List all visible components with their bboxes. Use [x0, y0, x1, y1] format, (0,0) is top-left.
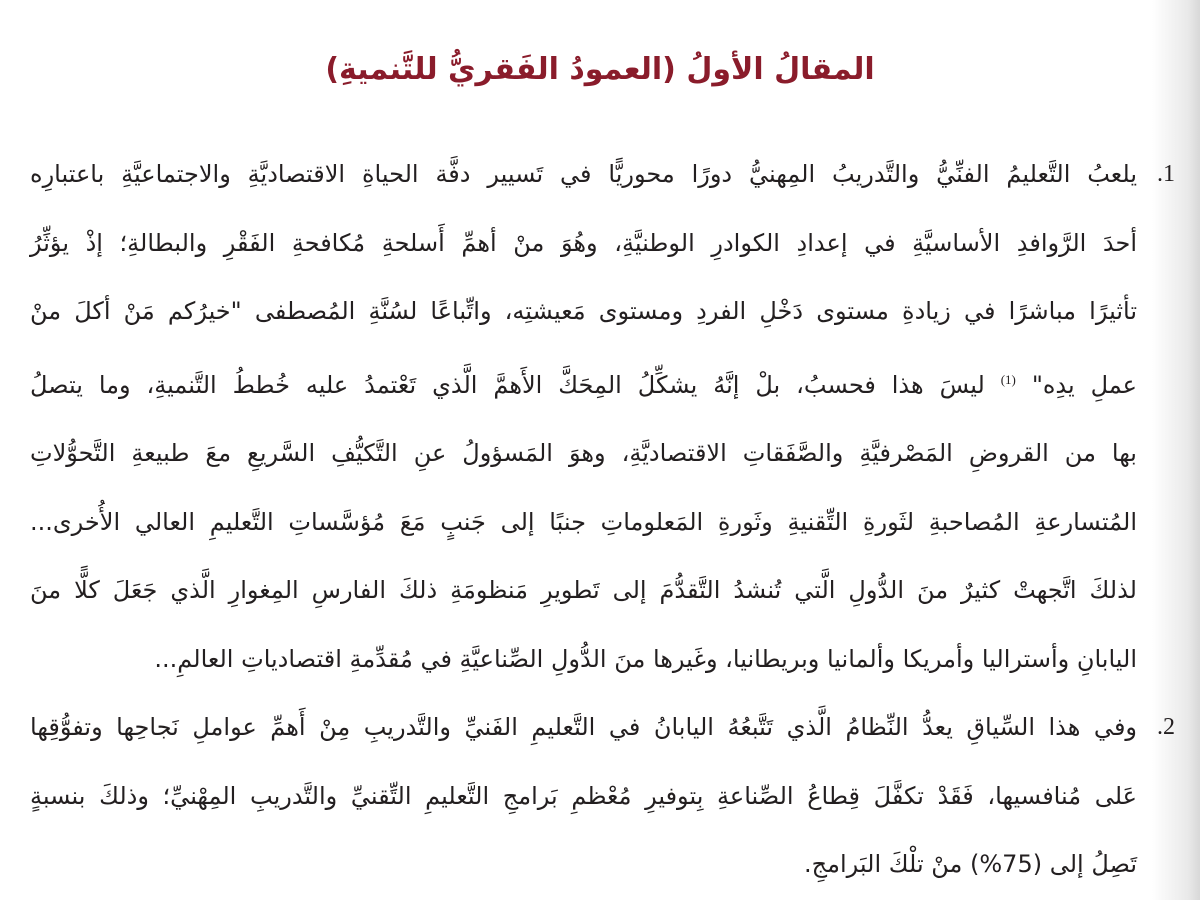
paragraph-line: اليابانِ وأستراليا وأمريكا وألمانيا وبريطانيا، وغَيرها منَ الدُّولِ الصِّناعيَّةِ في مُقدِّمةِ اقتصادياتِ العالمِ... [154, 644, 1137, 673]
paragraph-line: لذلكَ اتَّجهتْ كثيرٌ منَ الدُّولِ الَّتي تُنشدُ التَّقدُّمَ إلى تَطويرِ مَنظومَةِ ذلكَ الفارسِ المِغوارِ الَّذي جَعَلَ كلًّا منَ [30, 576, 1137, 604]
article-body [30, 140, 1175, 899]
paragraph-line: أحدَ الرَّوافدِ الأساسيَّةِ في إعدادِ الكوادرِ الوطنيَّةِ، وهُوَ منْ أهمِّ أَسلحةِ مُكافحةِ الفَقْرِ والبطالةِ؛ إذْ يؤثِّرُ [30, 228, 1137, 257]
quote-end: عملِ يدِه" [1031, 370, 1137, 399]
paragraph-line: تأثيرًا مباشرًا في زيادةِ مستوى دَخْلِ الفردِ ومستوى مَعيشتِه، واتِّباعًا لسُنَّةِ المُصطفى "خيرُكم مَنْ أكلَ منْ [30, 297, 1137, 325]
quote-continuation: ليسَ هذا فحسبُ، بلْ إنَّهُ يشكِّلُ المِحَكَّ الأَهمَّ الَّذي تَعْتمدُ عليه خُططُ التَّنميةِ، وما يتصلُ [30, 370, 985, 399]
footnote-marker: (1) [1000, 371, 1016, 387]
paragraph-line: تَصِلُ إلى (75%) منْ تلْكَ البَرامجِ. [804, 850, 1137, 878]
article-title: المقالُ الأولُ (العمودُ الفَقريُّ للتَّنميةِ) [325, 52, 875, 87]
paragraph-line: وفي هذا السِّياقِ يعدُّ النِّظامُ الَّذي تَتَّبعُهُ اليابانُ في التَّعليمِ الفَنيِّ والتَّدريبِ مِنْ أَهمِّ عواملِ نَجاحِها وتفوُّقِها [30, 713, 1137, 741]
paragraph-line: يلعبُ التَّعليمُ الفنِّيُّ والتَّدريبُ المِهنيُّ دورًا محوريًّا في تَسيير دفَّة الحياةِ الاقتصاديَّةِ والاجتماعيَّةِ باعتبارِه [30, 160, 1137, 188]
paragraph-1 [30, 140, 1175, 693]
paragraph-line: بها من القروضِ المَصْرفيَّةِ والصَّفَقاتِ الاقتصاديَّةِ، وهوَ المَسؤولُ عنِ التَّكيُّفِ السَّريعِ معَ طبيعةِ التَّحوُّلاتِ [30, 439, 1137, 467]
paragraph-line-with-footnote [30, 346, 1137, 420]
paragraph-number: 1. [1157, 161, 1175, 187]
paragraph-number: 2. [1157, 714, 1175, 740]
paragraph-line: المُتسارعةِ المُصاحبةِ لثَورةِ التِّقنيةِ وثَورةِ المَعلوماتِ جنبًا إلى جَنبٍ مَعَ مُؤسَّساتِ التَّعليمِ العالي الأُخرى... [30, 507, 1137, 536]
paragraph-line: عَلى مُنافسيها، فَقَدْ تكفَّلَ قِطاعُ الصِّناعةِ بِتوفيرِ مُعْظمِ بَرامجِ التَّعليمِ التِّقنيِّ والتَّدريبِ المِهْنيِّ؛ وذلكَ بنسبةٍ [30, 781, 1137, 810]
paragraph-2 [30, 693, 1175, 899]
